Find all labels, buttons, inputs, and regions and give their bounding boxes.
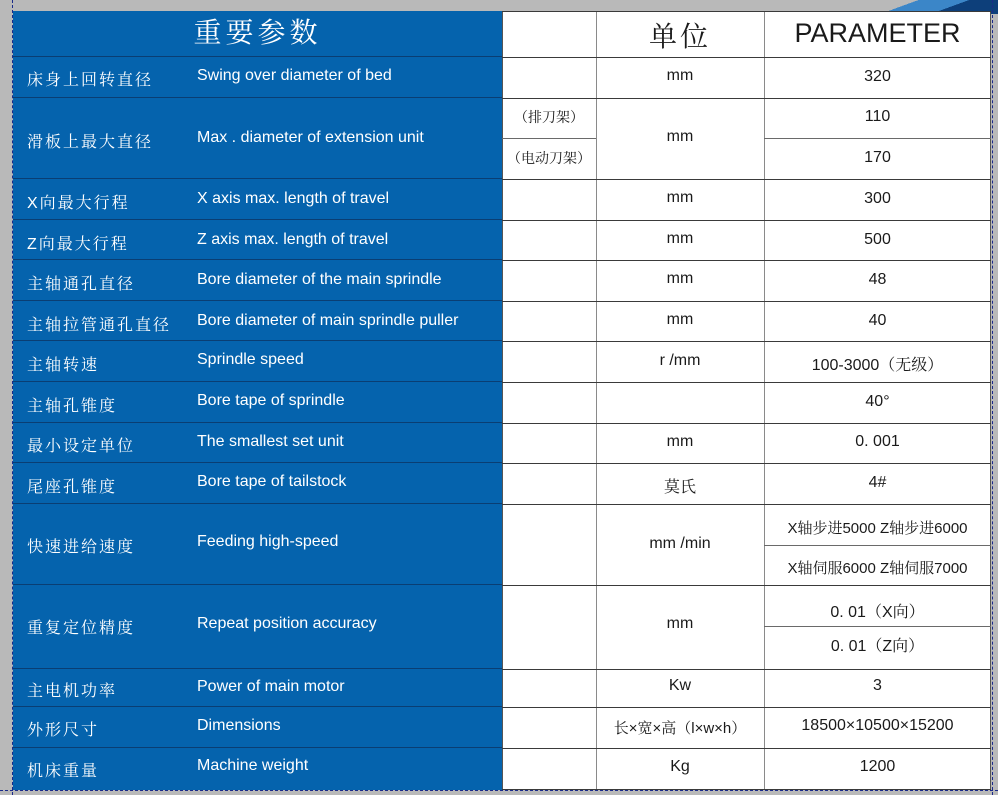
table-row [13,179,502,220]
table-row [13,748,502,790]
row-divider [502,220,991,221]
row-divider [502,423,991,424]
unit-cell: mm [666,615,694,632]
unit-cell: 长×宽×高（l×w×h） [613,720,747,737]
row-name-cn: 主轴孔锥度 [27,398,118,415]
row-divider [502,748,991,749]
table-row [13,57,502,98]
row-name-cn: 主轴转速 [27,357,100,374]
unit-cell: mm /min [649,535,711,552]
row-name-cn: 重复定位精度 [27,620,136,637]
row-name-cn: 主轴通孔直径 [27,276,136,293]
row-name-en: Power of main motor [197,678,345,695]
value-cell: 48 [868,271,887,288]
table-row [13,382,502,423]
row-name-cn: 最小设定单位 [27,438,136,455]
parameter-header: PARAMETER [794,18,961,48]
header-row [13,11,502,57]
parameter-values-panel [502,11,991,790]
row-name-cn: X向最大行程 [27,195,130,212]
row-divider [502,707,991,708]
row-name-cn: 外形尺寸 [27,722,100,739]
row-name-en: Swing over diameter of bed [197,67,392,84]
row-name-en: Bore tape of tailstock [197,473,347,490]
row-name-en: Bore diameter of the main sprindle [197,271,442,288]
table-row [13,504,502,585]
unit-cell: mm [666,128,694,145]
unit-cell: mm [666,67,694,84]
table-row [13,301,502,341]
value-cell: 500 [864,231,891,248]
unit-cell: mm [666,230,694,247]
row-name-en: X axis max. length of travel [197,190,390,207]
row-name-en: Dimensions [197,717,281,734]
table-row [13,707,502,748]
row-divider [764,138,991,139]
value-cell: 0. 01（Z向） [830,638,925,655]
row-divider [502,669,991,670]
row-name-cn: Z向最大行程 [27,236,129,253]
row-name-cn: 主电机功率 [27,683,118,700]
value-cell: 300 [864,190,891,207]
value-cell: 170 [864,149,891,166]
row-name-en: Bore diameter of main sprindle puller [197,312,459,329]
value-cell: 320 [864,68,891,85]
row-divider [502,179,991,180]
row-name-en: Z axis max. length of travel [197,231,389,248]
unit-cell: 莫氏 [663,479,696,496]
row-divider [502,57,991,58]
row-divider [502,585,991,586]
row-name-en: The smallest set unit [197,433,344,450]
row-name-cn: 主轴拉管通孔直径 [27,317,172,334]
sub-label-cell: （电动刀架） [507,150,591,166]
row-divider [502,463,991,464]
row-name-cn: 床身上回转直径 [27,72,154,89]
table-row [13,260,502,301]
value-cell: 100-3000（无级） [811,357,944,374]
value-cell: 110 [864,108,891,125]
row-divider [502,11,991,12]
row-divider [502,504,991,505]
unit-cell: mm [666,433,694,450]
value-cell: 4# [868,474,887,491]
unit-cell: r /mm [659,352,701,369]
unit-header: 单位 [648,21,711,52]
row-name-en: Machine weight [197,757,309,774]
row-name-en: Sprindle speed [197,351,304,368]
table-row [13,98,502,179]
table-row [13,423,502,463]
frame-guide-bottom [0,790,998,791]
row-divider [502,260,991,261]
unit-cell: mm [666,270,694,287]
column-divider [502,11,503,790]
value-cell: 40 [868,312,887,329]
table-row [13,669,502,707]
value-cell: 0. 001 [855,433,900,450]
frame-guide-right [992,0,993,795]
row-name-cn: 快速进给速度 [27,539,136,556]
unit-cell: Kg [670,758,690,775]
value-cell: 0. 01（X向） [830,604,925,621]
row-name-en: Max . diameter of extension unit [197,129,424,146]
row-divider [502,382,991,383]
table-row [13,220,502,260]
unit-cell: Kw [668,677,692,694]
value-cell: 40° [865,393,890,410]
row-divider [502,341,991,342]
row-name-en: Bore tape of sprindle [197,392,345,409]
row-divider [502,301,991,302]
value-cell: 3 [873,677,882,694]
row-name-cn: 尾座孔锥度 [27,479,118,496]
row-divider [502,789,991,790]
row-name-cn: 滑板上最大直径 [27,134,154,151]
table-row [13,585,502,669]
unit-cell: mm [666,311,694,328]
row-name-cn: 机床重量 [27,763,100,780]
parameter-names-panel [13,11,502,790]
table-row [13,341,502,382]
sub-label-cell: （排刀架） [514,109,584,125]
value-cell: X轴伺服6000 Z轴伺服7000 [787,560,968,577]
row-name-en: Feeding high-speed [197,533,339,550]
row-divider [764,545,991,546]
row-divider [502,138,596,139]
row-name-en: Repeat position accuracy [197,615,377,632]
row-divider [502,98,991,99]
row-divider [764,626,991,627]
value-cell: X轴步进5000 Z轴步进6000 [787,520,968,537]
value-cell: 18500×10500×15200 [801,717,954,734]
table-title: 重要参数 [193,17,322,48]
table-row [13,463,502,504]
value-cell: 1200 [859,758,896,775]
unit-cell: mm [666,189,694,206]
